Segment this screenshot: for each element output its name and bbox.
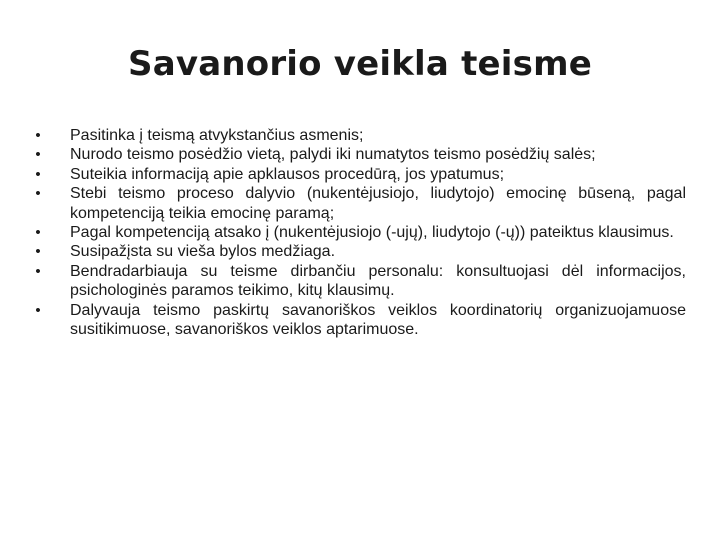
bullet-icon: •	[35, 165, 41, 183]
bullet-text: Pagal kompetenciją atsako į (nukentėjusiojo (-ujų), liudytojo (-ų)) pateiktus klausimus.	[70, 224, 674, 242]
bullet-icon: •	[35, 185, 41, 203]
bullet-icon: •	[35, 301, 41, 319]
bullet-text: Bendradarbiauja su teisme dirbančiu personalu: konsultuojasi dėl informacijos, psichologinės paramos teikimo, kitų klausimų.	[70, 262, 686, 300]
bullet-text: Pasitinka į teismą atvykstančius asmenis;	[70, 127, 364, 144]
bullet-text: Susipažįsta su vieša bylos medžiaga.	[70, 243, 336, 261]
bullet-list	[30, 126, 686, 339]
bullet-text: Stebi teismo proceso dalyvio (nukentėjusiojo, liudytojo) emocinę būseną, pagal kompetenciją teikia emocinę paramą;	[70, 185, 686, 222]
bullet-item	[30, 184, 686, 223]
bullet-icon: •	[35, 262, 41, 280]
bullet-item	[30, 301, 686, 340]
bullet-icon: •	[35, 224, 41, 242]
bullet-icon: •	[35, 146, 41, 164]
bullet-text: Suteikia informaciją apie apklausos procedūrą, jos ypatumus;	[70, 165, 505, 183]
bullet-text: Dalyvauja teismo paskirtų savanoriškos veiklos koordinatorių organizuojamuose susitikimuose, savanoriškos veiklos aptarimuose.	[70, 301, 686, 339]
bullet-item	[30, 126, 686, 145]
bullet-item	[30, 242, 686, 261]
bullet-item	[30, 223, 686, 242]
bullet-icon: •	[35, 243, 41, 261]
slide-title: Savanorio veikla teisme	[128, 44, 592, 84]
bullet-item	[30, 145, 686, 164]
bullet-item	[30, 262, 686, 301]
bullet-text: Nurodo teismo posėdžio vietą, palydi iki numatytos teismo posėdžių salės;	[70, 146, 596, 164]
bullet-item	[30, 165, 686, 184]
bullet-icon: •	[35, 127, 41, 144]
